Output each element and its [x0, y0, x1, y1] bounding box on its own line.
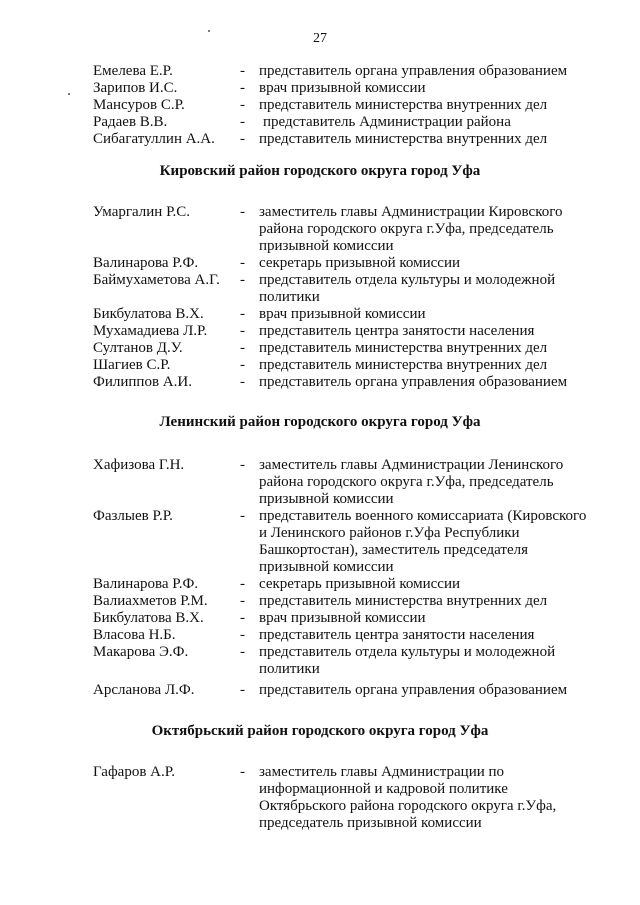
member-row	[0, 80, 640, 97]
dash: -	[240, 508, 245, 524]
member-role	[259, 682, 599, 699]
member-name: Умаргалин Р.С.	[93, 204, 191, 220]
role-line: секретарь призывной комиссии	[259, 576, 461, 592]
member-row	[0, 764, 640, 832]
role-line: представитель министерства внутренних дел	[259, 357, 548, 373]
role-line: председатель призывной комиссии	[259, 815, 482, 831]
dash: -	[240, 457, 245, 473]
member-name: Сибагатуллин А.А.	[93, 131, 215, 147]
member-name: Хафизова Г.Н.	[93, 457, 185, 473]
member-row	[0, 374, 640, 391]
member-name: Арсланова Л.Ф.	[93, 682, 195, 698]
dash: -	[240, 131, 245, 147]
member-role	[259, 508, 599, 576]
role-line: политики	[259, 661, 320, 677]
role-line: Башкортостан), заместитель председателя	[259, 542, 529, 558]
member-row	[0, 131, 640, 148]
role-line: представитель центра занятости населения	[259, 323, 535, 339]
dash: -	[240, 80, 245, 96]
member-role	[259, 204, 599, 255]
member-role: врач призывной комиссии	[259, 80, 426, 96]
role-line: представитель органа управления образованием	[259, 682, 568, 698]
member-role: представитель министерства внутренних дел	[259, 97, 548, 113]
member-name: Бикбулатова В.Х.	[93, 610, 204, 626]
section-oktyabrsky	[0, 764, 640, 832]
dash: -	[240, 764, 245, 780]
role-line: представитель военного комиссариата (Кировского	[259, 508, 587, 524]
section-heading: Кировский район городского округа город Уфа	[159, 163, 481, 179]
member-row	[0, 63, 640, 80]
member-name: Валинарова Р.Ф.	[93, 255, 199, 271]
dash: -	[240, 306, 245, 322]
member-name: Макарова Э.Ф.	[93, 644, 189, 660]
member-role	[259, 323, 599, 340]
member-role	[259, 610, 599, 627]
member-row	[0, 306, 640, 323]
member-row	[0, 255, 640, 272]
document-body	[0, 63, 640, 832]
role-line: района городского округа г.Уфа, председатель	[259, 474, 554, 490]
member-role	[259, 340, 599, 357]
member-row	[0, 323, 640, 340]
role-line: района городского округа г.Уфа, председатель	[259, 221, 554, 237]
member-row	[0, 114, 640, 131]
member-role	[259, 764, 599, 832]
role-line: секретарь призывной комиссии	[259, 255, 461, 271]
role-line: и Ленинского районов г.Уфа Республики	[259, 525, 520, 541]
dash: -	[240, 97, 245, 113]
member-name: Валиахметов Р.М.	[93, 593, 208, 609]
member-role	[259, 627, 599, 644]
dash: -	[240, 255, 245, 271]
member-row	[0, 357, 640, 374]
member-role: представитель министерства внутренних дел	[259, 131, 548, 147]
member-row	[0, 593, 640, 610]
member-name: Бикбулатова В.Х.	[93, 306, 204, 322]
member-row	[0, 682, 640, 699]
member-role	[259, 357, 599, 374]
member-row	[0, 97, 640, 114]
dash: -	[240, 682, 245, 698]
section-kirovsky	[0, 204, 640, 391]
role-line: представитель отдела культуры и молодежной	[259, 644, 556, 660]
top-block	[0, 63, 640, 148]
member-row	[0, 644, 640, 678]
dash: -	[240, 340, 245, 356]
role-line: врач призывной комиссии	[259, 306, 426, 322]
member-name: Баймухаметова А.Г.	[93, 272, 220, 288]
dash: -	[240, 627, 245, 643]
member-name: Радаев В.В.	[93, 114, 168, 130]
member-name: Власова Н.Б.	[93, 627, 176, 643]
section-leninsky	[0, 457, 640, 699]
member-name: Валинарова Р.Ф.	[93, 576, 199, 592]
dash: -	[240, 610, 245, 626]
member-role	[259, 644, 599, 678]
member-role	[259, 306, 599, 323]
member-role	[259, 272, 599, 306]
member-role	[259, 457, 599, 508]
role-line: врач призывной комиссии	[259, 610, 426, 626]
role-line: заместитель главы Администрации Ленинского	[259, 457, 564, 473]
member-row	[0, 272, 640, 306]
member-name: Гафаров А.Р.	[93, 764, 175, 780]
member-name: Зарипов И.С.	[93, 80, 178, 96]
role-line: представитель министерства внутренних дел	[259, 340, 548, 356]
member-row	[0, 204, 640, 255]
member-role	[259, 374, 599, 391]
dash: -	[240, 593, 245, 609]
member-name: Мухамадиева Л.Р.	[93, 323, 208, 339]
dash: -	[240, 272, 245, 288]
role-line: заместитель главы Администрации по	[259, 764, 505, 780]
role-line: призывной комиссии	[259, 238, 394, 254]
dash: -	[240, 114, 245, 130]
member-role	[259, 255, 599, 272]
dash: -	[240, 576, 245, 592]
member-role	[259, 593, 599, 610]
role-line: представитель центра занятости населения	[259, 627, 535, 643]
member-name: Филиппов А.И.	[93, 374, 192, 390]
member-row	[0, 340, 640, 357]
member-row	[0, 627, 640, 644]
member-name: Емелева Е.Р.	[93, 63, 173, 79]
dash: -	[240, 357, 245, 373]
member-row	[0, 457, 640, 508]
role-line: представитель органа управления образованием	[259, 374, 568, 390]
member-name: Фазлыев Р.Р.	[93, 508, 173, 524]
role-line: представитель отдела культуры и молодежной	[259, 272, 556, 288]
role-line: призывной комиссии	[259, 559, 394, 575]
role-line: призывной комиссии	[259, 491, 394, 507]
dash: -	[240, 644, 245, 660]
member-role: представитель органа управления образованием	[259, 63, 568, 79]
dash: -	[240, 63, 245, 79]
member-name: Султанов Д.У.	[93, 340, 183, 356]
member-row	[0, 508, 640, 576]
dash: -	[240, 204, 245, 220]
dash: -	[240, 374, 245, 390]
section-heading: Ленинский район городского округа город Уфа	[159, 414, 481, 430]
role-line: представитель министерства внутренних дел	[259, 593, 548, 609]
role-line: заместитель главы Администрации Кировского	[259, 204, 563, 220]
dash: -	[240, 323, 245, 339]
section-heading: Октябрьский район городского округа город Уфа	[151, 723, 489, 739]
member-row	[0, 576, 640, 593]
role-line: Октябрьского района городского округа г.Уфа,	[259, 798, 557, 814]
member-row	[0, 610, 640, 627]
role-line: политики	[259, 289, 320, 305]
member-role	[259, 576, 599, 593]
page-number: 27	[313, 31, 327, 46]
member-name: Мансуров С.Р.	[93, 97, 185, 113]
role-line: информационной и кадровой политике	[259, 781, 508, 797]
member-name: Шагиев С.Р.	[93, 357, 171, 373]
member-role: представитель Администрации района	[263, 114, 511, 130]
